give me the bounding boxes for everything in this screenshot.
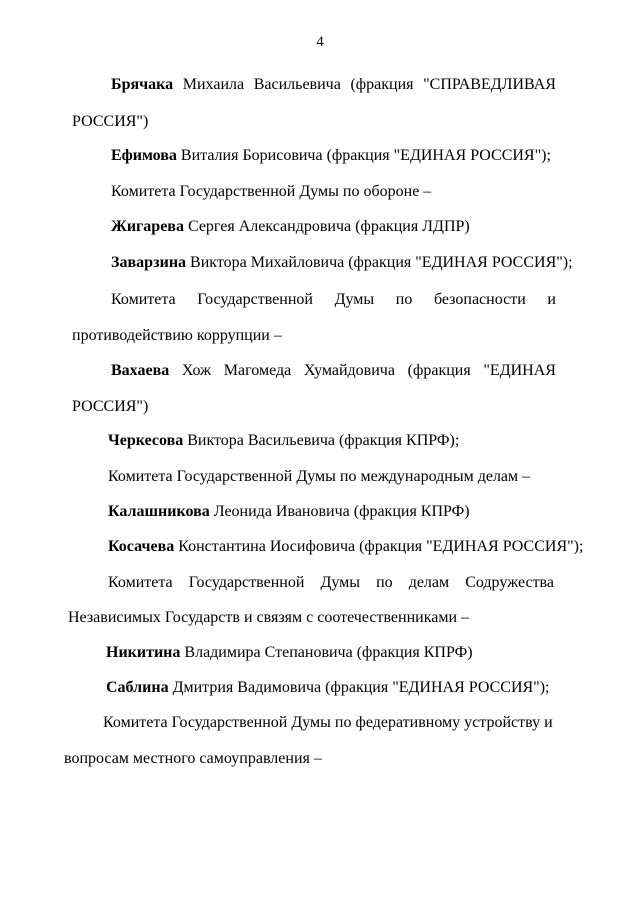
surname-kosachev: Косачева [108, 538, 175, 555]
entry-text: Виктора Михайловича (фракция "ЕДИНАЯ РОССИЯ"); [186, 254, 573, 271]
text-word: по [376, 574, 393, 591]
entry-kalashnikov [108, 502, 470, 522]
text-word: Васильевича [253, 76, 341, 93]
page-number: 4 [316, 34, 324, 50]
committee-security-line2: противодействию коррупции – [72, 327, 282, 344]
text-word: и [547, 291, 556, 308]
text-word: Государственной [197, 291, 313, 308]
text-word: Комитета [111, 291, 176, 308]
entry-vakhaev-line1 [111, 361, 556, 381]
committee-international-heading: Комитета Государственной Думы по международным делам – [108, 468, 531, 485]
entry-text: Дмитрия Вадимовича (фракция "ЕДИНАЯ РОССИЯ"); [168, 679, 550, 696]
surname-vakhaev: Вахаева [111, 362, 170, 379]
committee-defense-heading: Комитета Государственной Думы по обороне – [111, 183, 432, 200]
text-word: Хож [181, 362, 212, 379]
committee-federal-line1: Комитета Государственной Думы по федеративному устройству и [103, 714, 553, 731]
text-word: Содружества [465, 574, 554, 591]
entry-text: Виктора Васильевича (фракция КПРФ); [183, 432, 460, 449]
text-word: Михаила [182, 76, 245, 93]
surname-sablin: Саблина [106, 679, 169, 696]
entry-text: Виталия Борисовича (фракция "ЕДИНАЯ РОССИЯ"); [176, 147, 551, 164]
entry-bryachak-line2: РОССИЯ") [72, 113, 149, 130]
entry-sablin [106, 678, 549, 698]
text-word: безопасности [433, 291, 526, 308]
committee-security-line1 [111, 290, 556, 310]
entry-nikitin [106, 643, 473, 663]
text-word: Думы [320, 574, 361, 591]
entry-kosachev [108, 537, 583, 557]
text-word: (фракция [350, 76, 414, 93]
entry-text: Сергея Александровича (фракция ЛДПР) [183, 218, 470, 235]
entry-cherkesov [108, 431, 459, 451]
committee-federal-line2: вопросам местного самоуправления – [64, 750, 322, 767]
text-word: "СПРАВЕДЛИВАЯ [423, 76, 556, 93]
surname-efimov: Ефимова [111, 147, 177, 164]
entry-text: Константина Иосифовича (фракция "ЕДИНАЯ РОССИЯ"); [174, 538, 584, 555]
text-word: Хумайдовича [303, 362, 395, 379]
text-word: Комитета [108, 574, 173, 591]
surname-nikitin: Никитина [106, 644, 181, 661]
entry-text: Леонида Ивановича (фракция КПРФ) [209, 503, 470, 520]
entry-efimov [111, 146, 551, 166]
entry-zavarzin [111, 253, 573, 273]
surname-kalashnikov: Калашникова [108, 503, 210, 520]
committee-cis-line2: Независимых Государств и связям с соотечественниками – [68, 609, 470, 626]
surname-cherkesov: Черкесова [108, 432, 184, 449]
surname-bryachak: Брячака [111, 76, 174, 93]
text-word: Государственной [188, 574, 305, 591]
text-word: Думы [334, 291, 375, 308]
text-word: (фракция [407, 362, 471, 379]
surname-zhigarev: Жигарева [111, 218, 184, 235]
surname-zavarzin: Заварзина [111, 254, 187, 271]
text-word: по [395, 291, 413, 308]
entry-text: Владимира Степановича (фракция КПРФ) [180, 644, 473, 661]
text-word: делам [408, 574, 450, 591]
entry-zhigarev [111, 217, 470, 237]
text-word: Магомеда [223, 362, 292, 379]
entry-bryachak-line1 [111, 75, 556, 95]
text-word: "ЕДИНАЯ [483, 362, 556, 379]
entry-vakhaev-line2: РОССИЯ") [72, 398, 149, 415]
committee-cis-line1 [108, 573, 554, 593]
